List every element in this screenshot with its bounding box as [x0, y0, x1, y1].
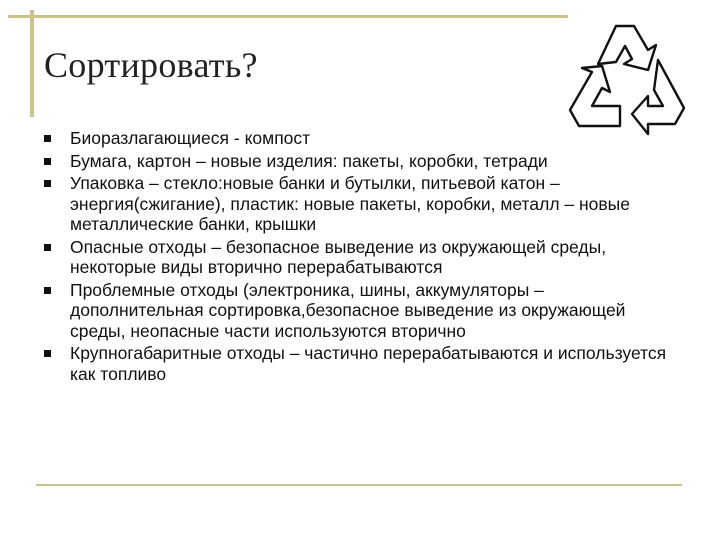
footer-divider — [36, 484, 682, 486]
bullet-list — [44, 128, 674, 386]
bullet-marker — [44, 135, 51, 142]
list-item-text: Упаковка – стекло:новые банки и бутылки, питьевой катон – энергия(сжигание), пластик: новые пакеты, коробки, металл – новые металлические банки, крышки — [70, 173, 630, 234]
list-item — [44, 237, 674, 278]
list-item — [44, 151, 674, 172]
bullet-marker — [44, 180, 51, 187]
list-item — [44, 128, 674, 149]
list-item — [44, 280, 674, 342]
bullet-marker — [44, 350, 51, 357]
bullet-marker — [44, 287, 51, 294]
list-item-text: Биоразлагающиеся - компост — [70, 128, 311, 148]
list-item-text: Опасные отходы – безопасное выведение из окружающей среды, некоторые виды вторично перерабатываются — [70, 236, 607, 277]
title-frame-vertical-line — [30, 10, 34, 117]
title-frame-horizontal-line — [8, 15, 568, 18]
list-item — [44, 173, 674, 235]
list-item — [44, 343, 674, 384]
bullet-marker — [44, 244, 51, 251]
list-item-text: Крупногабаритные отходы – частично перерабатываются и используется как топливо — [70, 343, 667, 384]
bullet-marker — [44, 158, 51, 165]
slide-title: Сортировать? — [44, 45, 258, 85]
recycle-icon — [562, 18, 690, 136]
list-item-text: Проблемные отходы (электроника, шины, аккумуляторы – дополнительная сортировка,безопасное выведение из окружающей среды, неопасные части используются вторично — [70, 279, 626, 341]
list-item-text: Бумага, картон – новые изделия: пакеты, коробки, тетради — [70, 150, 548, 171]
